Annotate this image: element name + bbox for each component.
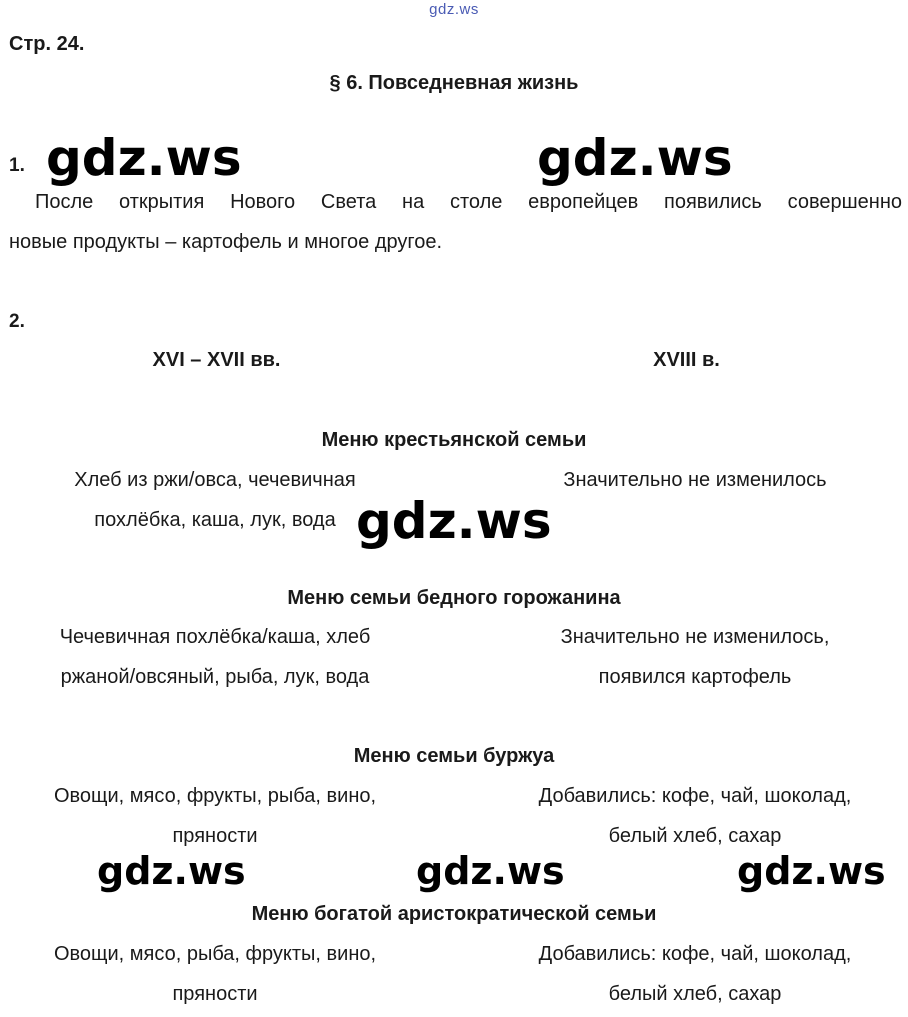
- menu-right-line: белый хлеб, сахар: [608, 825, 782, 847]
- watermark: gdz.ws: [97, 849, 246, 893]
- menu-right-line: Значительно не изменилось: [563, 469, 827, 491]
- menu-right-cell: [480, 776, 908, 856]
- watermark: gdz.ws: [537, 129, 733, 187]
- menu-left-cell: [0, 776, 430, 856]
- menu-title: Меню богатой аристократической семьи: [251, 903, 657, 925]
- menu-right-line: Добавились: кофе, чай, шоколад,: [538, 943, 852, 965]
- menu-right-cell: [480, 617, 908, 697]
- menu-title: Меню семьи буржуа: [353, 745, 555, 767]
- column-header-left: XVI – XVII вв.: [152, 349, 281, 371]
- column-header-right: XVIII в.: [653, 349, 720, 371]
- section-title: § 6. Повседневная жизнь: [329, 72, 579, 94]
- task-1-line-1: После открытия Нового Света на столе европейцев появились совершенно: [35, 191, 902, 213]
- menu-left-line: Овощи, мясо, фрукты, рыба, вино,: [53, 785, 377, 807]
- menu-left-line: Чечевичная похлёбка/каша, хлеб: [59, 626, 371, 648]
- menu-right-line: появился картофель: [598, 666, 792, 688]
- menu-left-cell: [0, 934, 430, 1014]
- task-1-text: [9, 182, 902, 262]
- menu-left-line: пряности: [172, 983, 258, 1005]
- watermark: gdz.ws: [416, 849, 565, 893]
- watermark: gdz.ws: [737, 849, 886, 893]
- menu-left-line: Овощи, мясо, рыба, фрукты, вино,: [53, 943, 377, 965]
- menu-left-line: похлёбка, каша, лук, вода: [94, 509, 336, 531]
- menu-right-line: белый хлеб, сахар: [608, 983, 782, 1005]
- menu-left-line: пряности: [172, 825, 258, 847]
- task-1-number: 1.: [9, 155, 25, 176]
- task-1-line-2: новые продукты – картофель и многое другое.: [9, 231, 443, 253]
- task-2-number: 2.: [9, 311, 25, 332]
- menu-left-line: Хлеб из ржи/овса, чечевичная: [74, 469, 356, 491]
- menu-left-cell: [0, 617, 430, 697]
- watermark: gdz.ws: [356, 492, 552, 550]
- page-label: Стр. 24.: [9, 33, 85, 55]
- menu-right-line: Значительно не изменилось,: [560, 626, 830, 648]
- menu-left-line: ржаной/овсяный, рыба, лук, вода: [60, 666, 370, 688]
- menu-right-line: Добавились: кофе, чай, шоколад,: [538, 785, 852, 807]
- menu-title: Меню семьи бедного горожанина: [287, 587, 621, 609]
- watermark: gdz.ws: [46, 129, 242, 187]
- menu-right-cell: [480, 934, 908, 1014]
- site-header: gdz.ws: [429, 1, 479, 18]
- menu-title: Меню крестьянской семьи: [321, 429, 587, 451]
